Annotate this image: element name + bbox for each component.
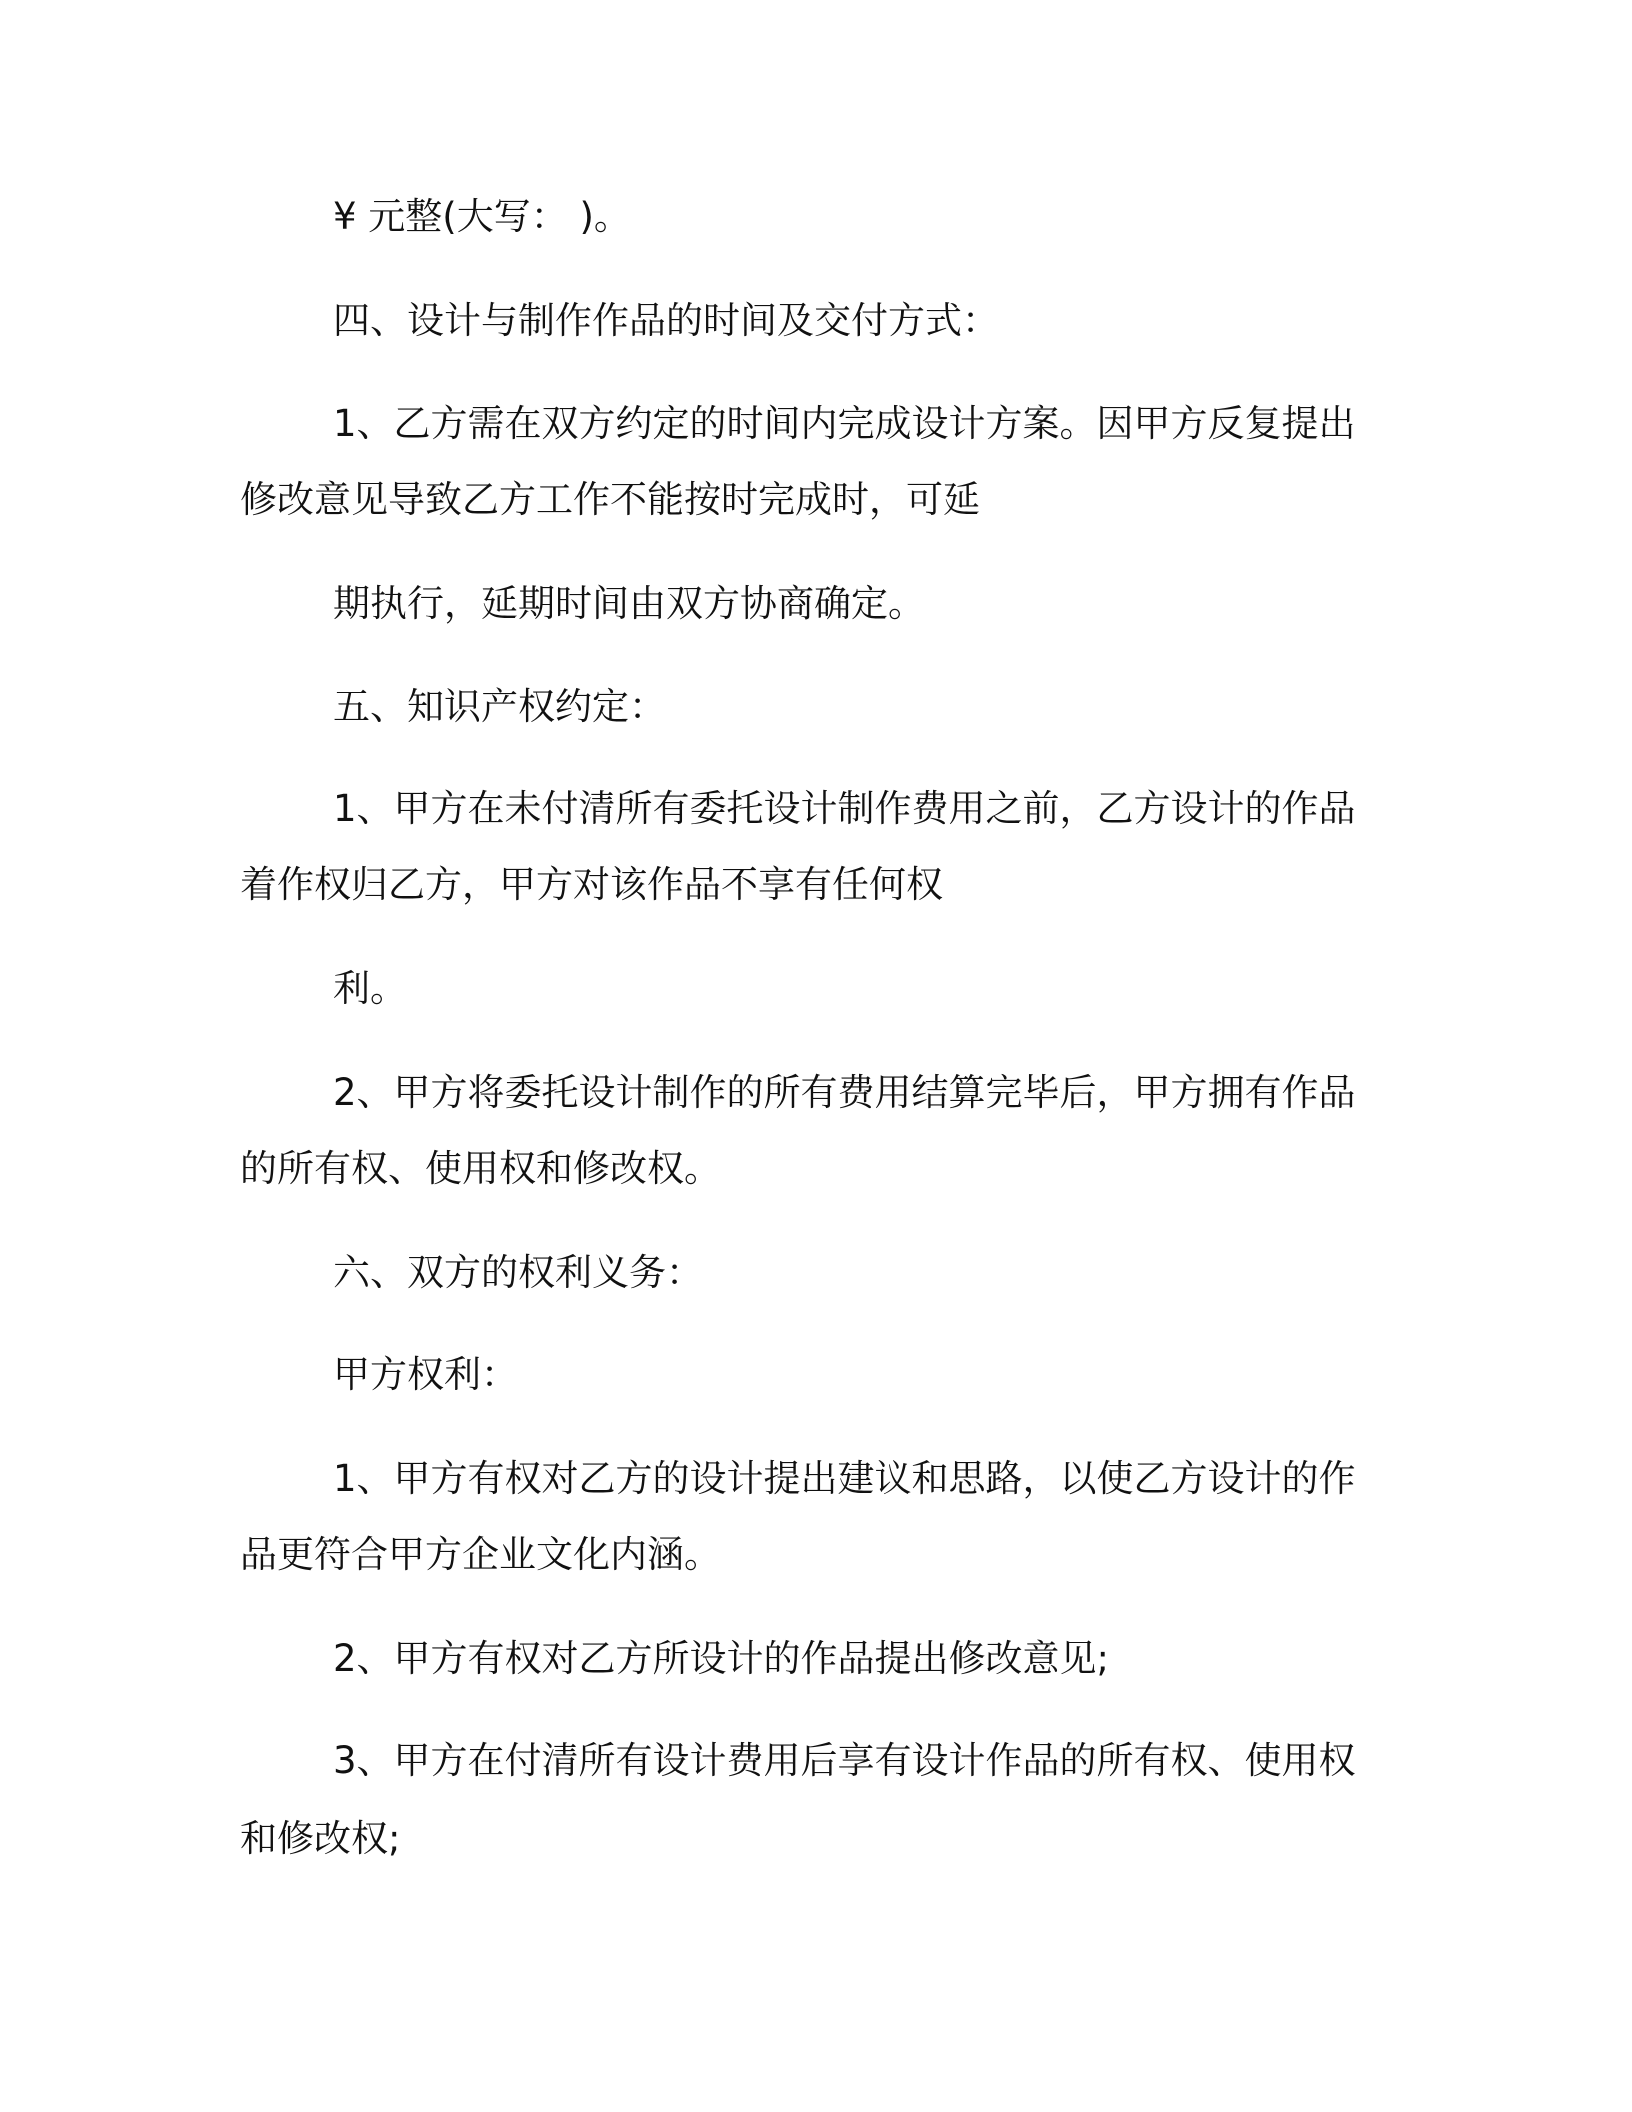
text-line: 利。 — [333, 967, 407, 1010]
text-line: 2、甲方有权对乙方所设计的作品提出修改意见; — [333, 1637, 1110, 1680]
text-line: ¥ 元整(大写： )。 — [333, 195, 631, 238]
text-line: 五、知识产权约定： — [333, 685, 666, 728]
text-line: 1、甲方有权对乙方的设计提出建议和思路，以使乙方设计的作 — [333, 1457, 1356, 1500]
text-line: 甲方权利： — [333, 1353, 518, 1396]
text-line: 期执行，延期时间由双方协商确定。 — [333, 582, 925, 625]
text-line: 四、设计与制作作品的时间及交付方式： — [333, 299, 999, 342]
text-line: 品更符合甲方企业文化内涵。 — [240, 1533, 721, 1576]
text-line: 的所有权、使用权和修改权。 — [240, 1147, 721, 1190]
text-line: 3、甲方在付清所有设计费用后享有设计作品的所有权、使用权 — [333, 1739, 1356, 1782]
text-line: 着作权归乙方，甲方对该作品不享有任何权 — [240, 863, 943, 906]
text-line: 六、双方的权利义务： — [333, 1251, 703, 1294]
text-line: 1、甲方在未付清所有委托设计制作费用之前，乙方设计的作品 — [333, 787, 1356, 830]
text-line: 2、甲方将委托设计制作的所有费用结算完毕后，甲方拥有作品 — [333, 1071, 1356, 1114]
text-line: 1、乙方需在双方约定的时间内完成设计方案。因甲方反复提出 — [333, 402, 1356, 445]
text-line: 和修改权; — [240, 1817, 401, 1860]
text-line: 修改意见导致乙方工作不能按时完成时，可延 — [240, 478, 980, 521]
